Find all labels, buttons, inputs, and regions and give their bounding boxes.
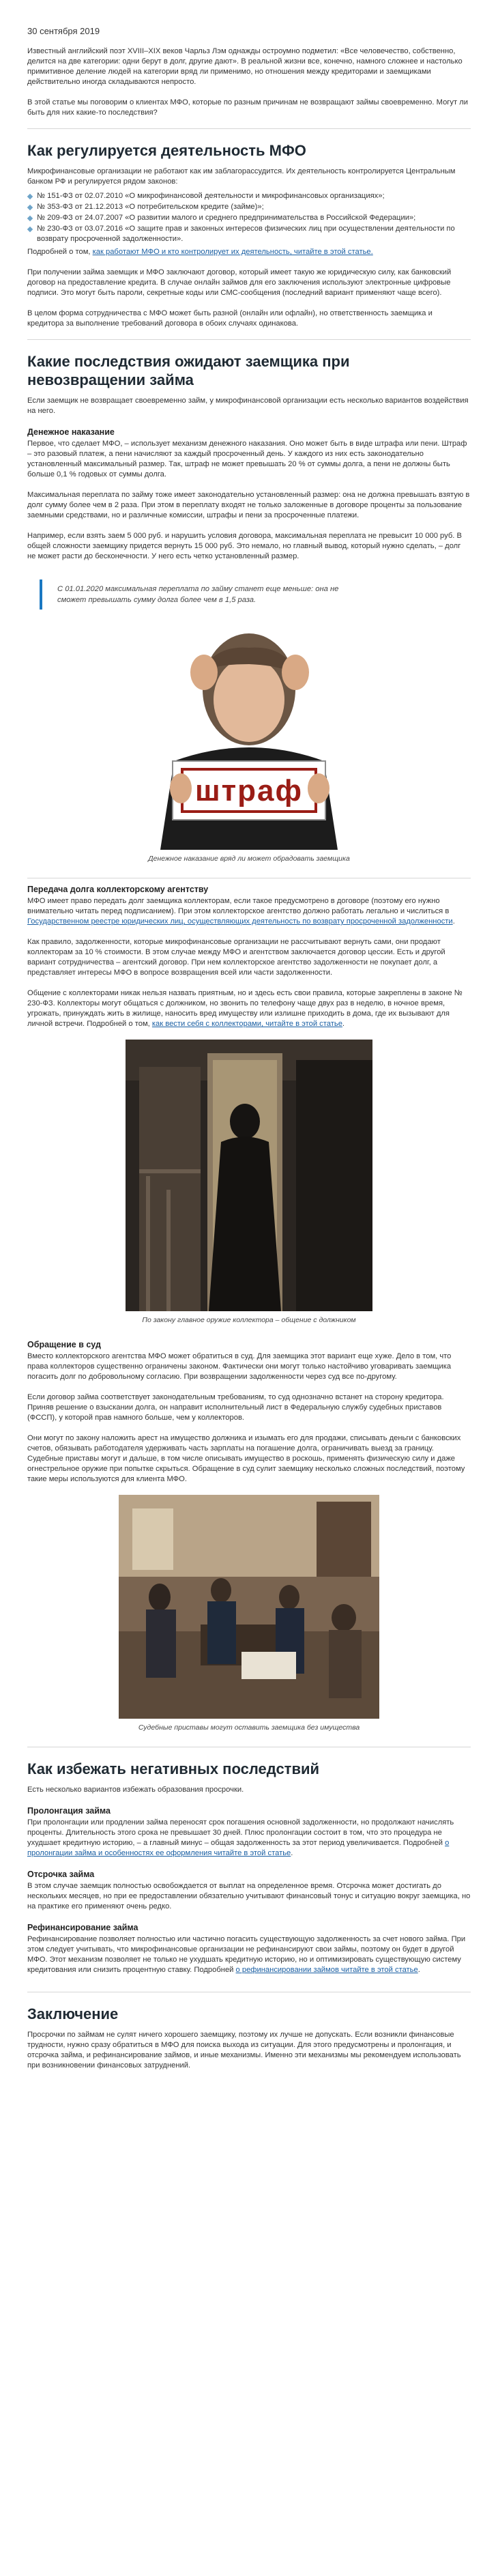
article-link[interactable]: как работают МФО и кто контролирует их деятельность, читайте в этой статье. (92, 248, 373, 256)
paragraph: Как правило, задолженности, которые микрофинансовые организации не рассчитывают вернуть сами, они продают коллекторам за 10 % стоимости. В этом случае между МФО и агентством заключается договор цессии. Есть и другой вариант сотрудничества – агентский договор. При нем коллекторское агентство задолженности не покупает долг, а представляет интересы МФО в вопросе возвращения всей или части задолженности. (27, 938, 445, 977)
article-link[interactable]: как вести себя с коллекторами, читайте в этой статье (151, 1020, 342, 1028)
subsection-title: Обращение в суд (27, 1340, 101, 1349)
paragraph: Первое, что сделает МФО, – использует механизм денежного наказания. Оно может быть в виде штрафа или пени. Штраф – это разовый платеж, а пени начисляют за каждый просроченный день. У каждого из них есть законодательно установленный максимальный размер. Так, штраф не может превышать 20 % от суммы долга, а пени не должны быть больше 0,1 % годовых от суммы долга. (27, 440, 467, 478)
text-fragment: . (418, 1966, 420, 1974)
list-item: № 230-ФЗ от 03.07.2016 «О защите прав и законных интересов физических лиц при осуществлении деятельности по возврату просроченной задолженности». (27, 224, 471, 244)
text-fragment: При пролонгации или продлении займа переносят срок погашения основной задолженности, но продолжают начислять проценты. Длительность этого срока не превышает 30 дней. Плюс пролонгации состоит в том, что это процедура не ухудшает кредитную историю, – а главный минус – общая задолженность за этот период увеличивается. Подробней (27, 1818, 454, 1847)
list-item: № 209-ФЗ от 24.07.2007 «О развитии малого и среднего предпринимательства в Российской Федерации»; (27, 213, 471, 223)
intro-paragraph: Известный английский поэт XVIII–XIX веков Чарльз Лэм однажды остроумно подметил: «Все человечество, собственно, делится на две категории: одни берут в долг, другие дают». В реальной жизни все, конечно, намного сложнее и настолько примитивное деление людей на категории вряд ли применимо, но отношения между кредиторами и заемщиками действительно иногда складываются непросто. (27, 47, 463, 86)
publication-date: 30 сентября 2019 (27, 26, 100, 36)
figure (27, 1495, 471, 1733)
image-caption: Денежное наказание вряд ли может обрадовать заемщика (148, 855, 350, 863)
list-item: № 151-ФЗ от 02.07.2010 «О микрофинансовой деятельности и микрофинансовых организациях»; (27, 191, 471, 201)
image-caption: По закону главное оружие коллектора – общение с должником (142, 1316, 356, 1324)
intro-section (27, 46, 471, 118)
subsection-title: Передача долга коллекторскому агентству (27, 885, 209, 894)
section-title: Как регулируется деятельность МФО (27, 142, 306, 159)
paragraph: Микрофинансовые организации не работают как им заблагорассудится. Их деятельность контролируется Центральным банком РФ и регулируется рядом законов: (27, 167, 456, 186)
intro-paragraph: В этой статье мы поговорим о клиентах МФО, которые по разным причинам не возвращают займы своевременно. Могут ли быть для них какие-то последствия? (27, 98, 468, 117)
section-title: Какие последствия ожидают заемщика при невозвращении займа (27, 353, 350, 388)
paragraph (27, 988, 471, 1029)
list-item: № 353-ФЗ от 21.12.2013 «О потребительском кредите (займе)»; (27, 202, 471, 212)
section-title: Как избежать негативных последствий (27, 1760, 320, 1777)
photo-illustration (133, 625, 365, 850)
subsection-title: Рефинансирование займа (27, 1923, 138, 1932)
text-fragment: . (452, 917, 455, 926)
paragraph: Если заемщик не возвращает своевременно займ, у микрофинансовой организации есть несколько вариантов воздействия на него. (27, 397, 469, 415)
subsection-title: Денежное наказание (27, 427, 115, 437)
photo-illustration (126, 1040, 372, 1311)
registry-link[interactable]: Государственном реестре юридических лиц, осуществляющих деятельность по возврату просроченной задолженности (27, 917, 453, 926)
paragraph (27, 247, 471, 257)
subsection-title: Отсрочка займа (27, 1870, 95, 1879)
paragraph: Максимальная переплата по займу тоже имеет законодательно установленный размер: она не должна превышать взятую в долг сумму более чем в 2 раза. При этом в переплату входят не только заложенные в договоре проценты за пользование заемными средствами, но и различные комиссии, штрафы и пени за просроченные платежи. (27, 491, 470, 519)
text-fragment: Общение с коллекторами никак нельзя назвать приятным, но и здесь есть свои правила, которые закреплены в законе № 230-ФЗ. Коллекторы могут общаться с должником, но звонить по телефону чаще двух раз в неделю, в ночное время, угрожать, принуждать жить в жилище, наносить вред имуществу или излишне приходить в дома, где их вызывают для личной встречи. Подробней о том, (27, 989, 463, 1028)
fine-sign-text: штраф (194, 774, 304, 807)
photo-man-with-fine-sign (133, 625, 365, 850)
photo-bailiffs-in-apartment (119, 1495, 379, 1719)
paragraph: В целом форма сотрудничества с МФО может быть разной (онлайн или офлайн), но ответственность заемщика и кредитора за выполнение требований договора в обоих случаях одинакова. (27, 309, 433, 328)
photo-illustration (119, 1495, 379, 1719)
section-title: Заключение (27, 2005, 119, 2022)
paragraph: В этом случае заемщик полностью освобождается от выплат на определенное время. Отсрочка может достигать до нескольких месяцев, но при ее предоставлении обязательно учитывают финансовый тонус и ситуацию вокруг заемщика, но на практике его применяют очень редко. (27, 1882, 471, 1910)
article-link[interactable]: о пролонгации займа и особенностях ее оформления читайте в этой статье (27, 1839, 450, 1857)
paragraph (27, 1934, 471, 1975)
image-caption: Судебные приставы могут оставить заемщика без имущества (138, 1723, 360, 1732)
text-fragment: Рефинансирование позволяет полностью или частично погасить существующую задолженность за счет нового займа. При этом следует учитывать, что микрофинансовые организации не рефинансируют свои займы, поэтому он будет в другой МФО. Этот механизм позволяет не только не ухудшать кредитную историю, но и оптимизировать существующую систему кредитования или снизить процентную ставку. Подробней (27, 1935, 466, 1974)
text-fragment: . (291, 1849, 293, 1857)
divider (27, 128, 471, 129)
paragraph: Вместо коллекторского агентства МФО может обратиться в суд. Для заемщика этот вариант еще хуже. Дело в том, что права коллекторов существенно ограничены законом. Фактически они могут только настойчиво уговаривать заемщика погасить долг по добровольному согласию. При возвращении задолженности через суд все по-другому. (27, 1352, 452, 1381)
paragraph: Есть несколько вариантов избежать образования просрочки. (27, 1786, 244, 1794)
paragraph: При получении займа заемщик и МФО заключают договор, который имеет такую же юридическую силу, как банковский договор на предоставление кредита. В случае онлайн займов для его заключения используют электронные цифровые подписи. Это могут быть пароли, секретные коды или СМС-сообщения (последний вариант применяют чаще всего). (27, 268, 452, 297)
paragraph: Если договор займа соответствует законодательным требованиям, то суд однозначно встанет на сторону кредитора. Приняв решение о взыскании долга, он направит исполнительный лист в Федеральную службу судебных приставов (ФССП), у которой прав намного больше, чем у коллекторов. (27, 1393, 444, 1422)
paragraph: Они могут по закону наложить арест на имущество должника и изымать его для продажи, списывать деньги с банковских счетов, обязывать работодателя удерживать часть зарплаты на погашение долга, ограничивать выезд за границу. Судебные приставы могут и дальше, в том числе описывать имущество в роскошь, применять физическую силу и даже огнестрельное оружие при попытке скрыться. Обращение в суд сулит заемщику несколько сложных последствий, поэтому такие меры используются для клиента МФО. (27, 1434, 465, 1483)
paragraph (27, 1818, 471, 1859)
laws-list (27, 191, 471, 244)
paragraph (27, 896, 471, 927)
text-fragment: МФО имеет право передать долг заемщика коллекторам, если такое предусмотрено в договоре (поэтому его нужно внимательно читать перед подписанием). При этом коллекторское агентство должно работать легально и числиться в (27, 897, 450, 915)
figure (27, 1040, 471, 1326)
text-fragment: . (342, 1020, 345, 1028)
subsection-title: Пролонгация займа (27, 1806, 111, 1816)
text-fragment: Подробней о том, (27, 248, 93, 256)
figure (27, 625, 471, 864)
article-link[interactable]: о рефинансировании займов читайте в этой статье (235, 1966, 418, 1974)
divider (27, 339, 471, 340)
paragraph: Просрочки по займам не сулят ничего хорошего заемщику, поэтому их лучше не допускать. Если возникли финансовые трудности, нужно сразу обратиться в МФО для поиска выхода из ситуации. Для этого предусмотрены и пролонгация, и отсрочка займа, и рефинансирование займов, и иные механизмы. Именно эти механизмы мы рекомендуем использовать при возникновении финансовых затруднений. (27, 2031, 461, 2070)
highlight-quote: С 01.01.2020 максимальная переплата по займу станет еще меньше: она не сможет превышать сумму долга более чем в 1,5 раза. (40, 579, 360, 610)
photo-collector-at-door (126, 1040, 372, 1311)
paragraph: Например, если взять заем 5 000 руб. и нарушить условия договора, максимальная переплата не превысит 10 000 руб. В общей сложности заемщику придется вернуть 15 000 руб. Это немало, но главный вывод, который нужно сделать, – долг не может расти до бесконечности. У него есть четко установленный размер. (27, 532, 462, 560)
